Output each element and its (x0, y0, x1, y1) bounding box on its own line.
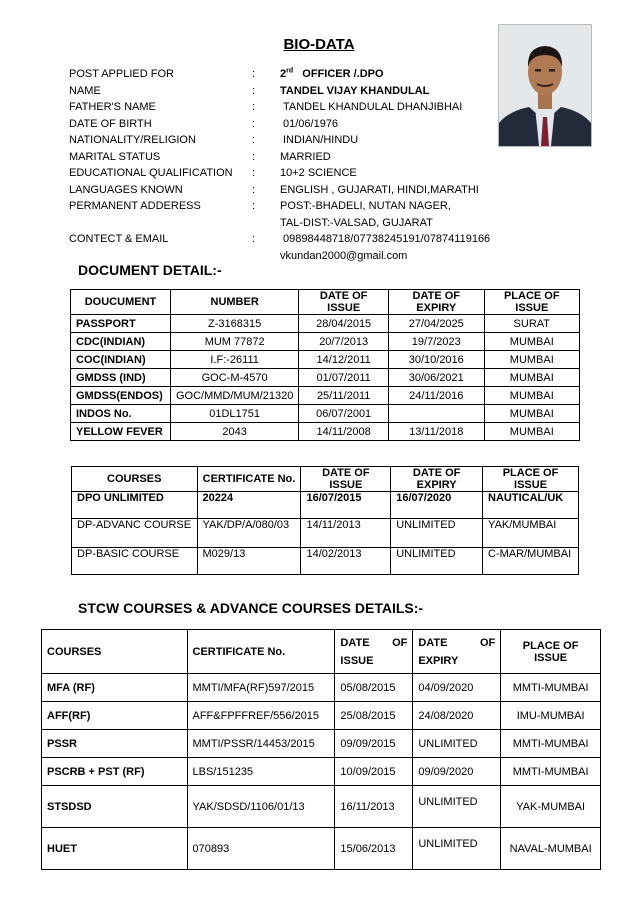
table-cell: 14/11/2008 (299, 423, 389, 441)
table-cell: PASSPORT (71, 315, 171, 333)
table-cell: IMU-MUMBAI (501, 702, 601, 730)
table-cell: 14/02/2013 (301, 548, 391, 575)
table-cell: MUMBAI (484, 369, 579, 387)
info-colon: : (252, 134, 256, 146)
table-cell: UNLIMITED (413, 828, 501, 870)
column-header: NUMBER (170, 290, 298, 315)
table-cell: 16/07/2015 (301, 492, 391, 519)
column-header: PLACE OF ISSUE (483, 467, 579, 492)
table-cell: 05/08/2015 (335, 674, 413, 702)
post-rank-number: 2 (280, 68, 287, 80)
info-row-marital (69, 149, 509, 166)
table-cell: 30/10/2016 (388, 351, 484, 369)
table-cell: 24/11/2016 (388, 387, 484, 405)
table-cell: 070893 (187, 828, 335, 870)
table-cell: 25/11/2011 (299, 387, 389, 405)
table-cell: 01/07/2011 (299, 369, 389, 387)
table-cell: 28/04/2015 (299, 315, 389, 333)
info-value: TANDEL KHANDULAL DHANJIBHAI (283, 101, 463, 113)
table-header-row (72, 467, 579, 492)
table-cell: MMTI/PSSR/14453/2015 (187, 730, 335, 758)
table-cell: 30/06/2021 (388, 369, 484, 387)
table-row (71, 369, 580, 387)
table-cell: I.F:-26111 (170, 351, 298, 369)
table-cell: GMDSS(ENDOS) (71, 387, 171, 405)
column-header: PLACE OF ISSUE (484, 290, 579, 315)
header-word: OF (479, 636, 496, 649)
document-detail-heading: DOCUMENT DETAIL:- (78, 262, 222, 278)
stcw-heading: STCW COURSES & ADVANCE COURSES DETAILS:- (78, 600, 424, 616)
table-row (42, 758, 601, 786)
email-value: vkundan2000@gmail.com (280, 249, 408, 262)
header-word: DATE (418, 636, 448, 649)
info-value: 09898448718/07738245191/07874119166 (283, 233, 491, 245)
table-cell: PSSR (42, 730, 188, 758)
post-rank-suffix: rd (286, 67, 294, 75)
header-word: DATE (340, 636, 370, 649)
stcw-table (41, 629, 601, 870)
table-cell: 15/06/2013 (335, 828, 413, 870)
table-cell: 13/11/2018 (388, 423, 484, 441)
table-cell: AFF(RF) (42, 702, 188, 730)
table-row (42, 674, 601, 702)
table-cell: 06/07/2001 (299, 405, 389, 423)
info-label: EDUCATIONAL QUALIFICATION (69, 167, 233, 179)
info-value (280, 66, 509, 83)
column-header (335, 630, 413, 674)
table-cell: YAK-MUMBAI (501, 786, 601, 828)
info-label: DATE OF BIRTH (69, 117, 152, 130)
info-value: 01/06/1976 (283, 117, 339, 130)
table-cell: HUET (42, 828, 188, 870)
table-cell: 01DL1751 (170, 405, 298, 423)
table-cell: MUMBAI (484, 351, 579, 369)
info-colon: : (252, 233, 256, 245)
column-header (413, 630, 501, 674)
column-header: COURSES (42, 630, 188, 674)
table-cell: MMTI-MUMBAI (501, 674, 601, 702)
info-row-address (69, 198, 509, 215)
table-cell: LBS/151235 (187, 758, 335, 786)
table-row (72, 519, 579, 548)
info-colon: : (252, 84, 256, 97)
table-row (71, 387, 580, 405)
info-colon: : (252, 183, 256, 196)
info-label: NATIONALITY/RELIGION (69, 134, 196, 146)
header-word: ISSUE (340, 654, 374, 667)
table-cell: MUMBAI (484, 333, 579, 351)
info-colon: : (252, 167, 256, 179)
page-title: BIO-DATA (283, 36, 355, 53)
table-cell: CDC(INDIAN) (71, 333, 171, 351)
table-row (72, 492, 579, 519)
profile-photo (498, 24, 592, 147)
info-label: PERMANENT ADDERESS (69, 200, 201, 212)
info-value: 10+2 SCIENCE (280, 167, 357, 179)
table-cell: C-MAR/MUMBAI (483, 548, 579, 575)
table-cell: MMTI-MUMBAI (501, 758, 601, 786)
address-line2: TAL-DIST:-VALSAD, GUJARAT (280, 216, 433, 229)
table-row (71, 405, 580, 423)
table-cell: 19/7/2023 (388, 333, 484, 351)
column-header: PLACE OF ISSUE (501, 630, 601, 674)
column-header: DATE OF ISSUE (301, 467, 391, 492)
table-cell: UNLIMITED (391, 548, 483, 575)
info-colon: : (252, 68, 256, 80)
table-row (42, 730, 601, 758)
table-cell: UNLIMITED (413, 786, 501, 828)
table-cell: 20224 (197, 492, 301, 519)
table-cell: 16/07/2020 (391, 492, 483, 519)
table-row (42, 828, 601, 870)
table-cell: GOC-M-4570 (170, 369, 298, 387)
info-row-education (69, 165, 509, 182)
table-cell: YAK/DP/A/080/03 (197, 519, 301, 548)
column-header: DATE OF EXPIRY (388, 290, 484, 315)
document-table (70, 289, 580, 441)
table-cell: 25/08/2015 (335, 702, 413, 730)
table-cell: YAK/SDSD/1106/01/13 (187, 786, 335, 828)
table-cell: 09/09/2015 (335, 730, 413, 758)
table-header-row (42, 630, 601, 674)
column-header: DATE OF ISSUE (299, 290, 389, 315)
info-label: MARITAL STATUS (69, 150, 161, 163)
column-header: COURSES (72, 467, 198, 492)
info-value: POST:-BHADELI, NUTAN NAGER, (280, 200, 451, 212)
table-cell: DPO UNLIMITED (72, 492, 198, 519)
table-cell: UNLIMITED (413, 730, 501, 758)
table-row (42, 702, 601, 730)
table-cell: 20/7/2013 (299, 333, 389, 351)
table-cell: NAVAL-MUMBAI (501, 828, 601, 870)
info-row-contact (69, 231, 509, 248)
table-cell: Z-3168315 (170, 315, 298, 333)
info-label: POST APPLIED FOR (69, 68, 174, 80)
info-row-name (69, 83, 509, 100)
table-row (72, 548, 579, 575)
table-cell: GOC/MMD/MUM/21320 (170, 387, 298, 405)
table-cell: MMTI/MFA(RF)597/2015 (187, 674, 335, 702)
table-cell: INDOS No. (71, 405, 171, 423)
header-word: OF (392, 636, 408, 649)
header-word: EXPIRY (418, 654, 459, 667)
table-cell: MUMBAI (484, 405, 579, 423)
table-cell: COC(INDIAN) (71, 351, 171, 369)
table-row (71, 351, 580, 369)
person-photo-icon (499, 25, 591, 146)
info-row-address-line2 (69, 215, 509, 232)
info-colon: : (252, 150, 256, 163)
info-label: NAME (69, 84, 101, 97)
table-cell: MUMBAI (484, 387, 579, 405)
table-cell: 14/11/2013 (301, 519, 391, 548)
table-row (71, 315, 580, 333)
info-value: TANDEL VIJAY KHANDULAL (280, 84, 430, 97)
table-cell: 09/09/2020 (413, 758, 501, 786)
column-header: CERTIFICATE No. (197, 467, 301, 492)
table-cell: PSCRB + PST (RF) (42, 758, 188, 786)
info-colon: : (252, 117, 256, 130)
table-cell: M029/13 (197, 548, 301, 575)
info-colon: : (252, 101, 256, 113)
table-cell: UNLIMITED (391, 519, 483, 548)
info-value: MARRIED (280, 150, 331, 163)
table-cell (388, 405, 484, 423)
info-colon: : (252, 200, 256, 212)
table-cell: 10/09/2015 (335, 758, 413, 786)
column-header: DOUCUMENT (71, 290, 171, 315)
table-cell: 2043 (170, 423, 298, 441)
table-cell: MFA (RF) (42, 674, 188, 702)
table-cell: STSDSD (42, 786, 188, 828)
info-row-nationality (69, 132, 509, 149)
table-cell: 14/12/2011 (299, 351, 389, 369)
info-row-father (69, 99, 509, 116)
table-cell: DP-ADVANC COURSE (72, 519, 198, 548)
info-row-dob (69, 116, 509, 133)
table-cell: 24/08/2020 (413, 702, 501, 730)
table-cell: MUM 77872 (170, 333, 298, 351)
column-header: DATE OF EXPIRY (391, 467, 483, 492)
info-row-languages (69, 182, 509, 199)
table-cell: 16/11/2013 (335, 786, 413, 828)
personal-info (69, 66, 509, 264)
table-row (71, 423, 580, 441)
table-cell: MUMBAI (484, 423, 579, 441)
info-value: INDIAN/HINDU (283, 134, 359, 146)
column-header: CERTIFICATE No. (187, 630, 335, 674)
table-cell: YAK/MUMBAI (483, 519, 579, 548)
table-row (71, 333, 580, 351)
table-cell: 04/09/2020 (413, 674, 501, 702)
table-header-row (71, 290, 580, 315)
table-row (42, 786, 601, 828)
table-cell: NAUTICAL/UK (483, 492, 579, 519)
table-cell: 27/04/2025 (388, 315, 484, 333)
info-label: LANGUAGES KNOWN (69, 183, 183, 196)
post-value: OFFICER /.DPO (302, 68, 384, 80)
info-value: ENGLISH , GUJARATI, HINDI,MARATHI (280, 183, 479, 196)
table-cell: MMTI-MUMBAI (501, 730, 601, 758)
table-cell: AFF&FPFFREF/556/2015 (187, 702, 335, 730)
table-cell: GMDSS (IND) (71, 369, 171, 387)
info-label: CONTECT & EMAIL (69, 233, 169, 245)
info-label: FATHER'S NAME (69, 101, 156, 113)
table-cell: SURAT (484, 315, 579, 333)
info-row-post (69, 66, 509, 83)
table-cell: YELLOW FEVER (71, 423, 171, 441)
courses-table (71, 466, 579, 575)
table-cell: DP-BASIC COURSE (72, 548, 198, 575)
